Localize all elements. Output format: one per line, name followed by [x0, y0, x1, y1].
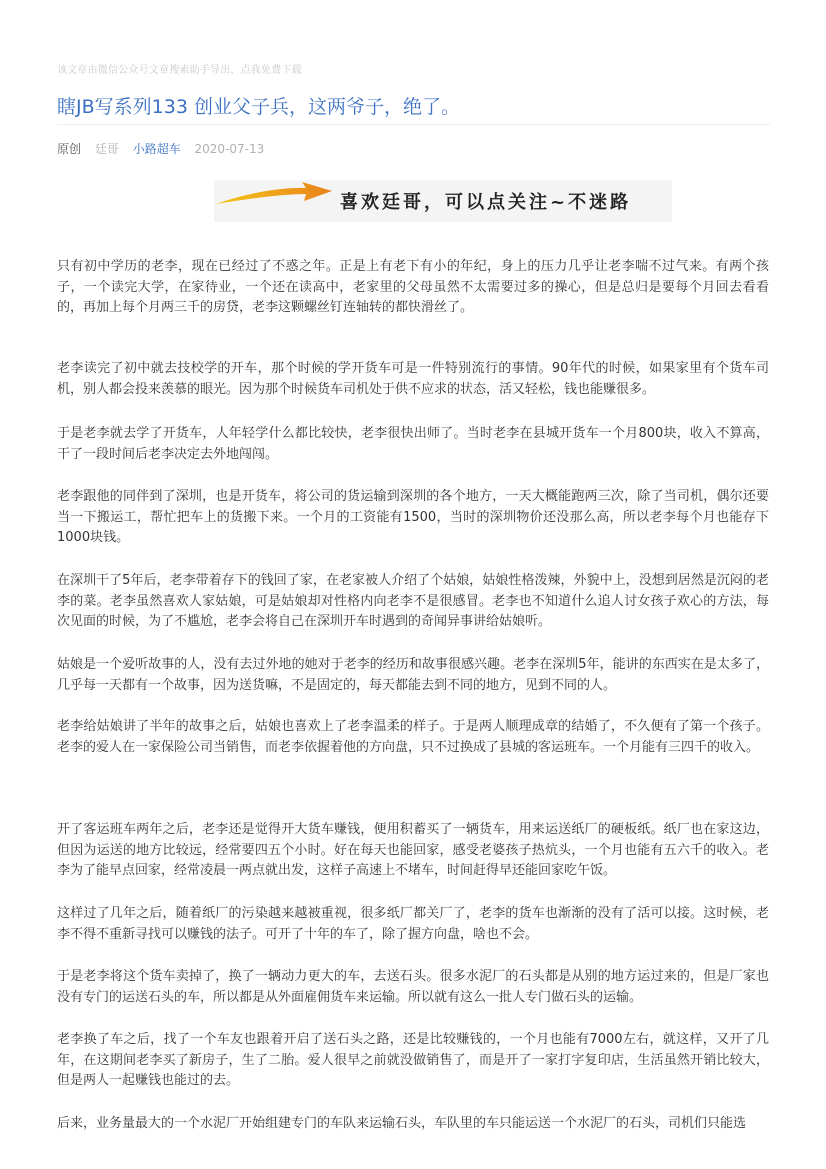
paragraph: 后来，业务量最大的一个水泥厂开始组建专门的车队来运输石头，车队里的车只能运送一个水泥厂的石头，司机们只能选: [57, 1116, 747, 1131]
paragraph: 老李换了车之后，找了一个车友也跟着开启了送石头之路，还是比较赚钱的，一个月也能有7000左右，就这样，又开了几年，在这期间老李买了新房子，生了二胎。爱人很早之前就没做销售了，而是开了一家打字复印店，生活虽然开销比较大，但是两人一起赚钱也能过的去。: [57, 1032, 769, 1088]
banner-text: 喜欢廷哥，可以点关注~不迷路: [340, 192, 632, 213]
paragraph: 姑娘是一个爱听故事的人，没有去过外地的她对于老李的经历和故事很感兴趣。老李在深圳5年，能讲的东西实在是太多了，几乎每一天都有一个故事，因为送货嘛，不是固定的，每天都能去到不同的地方，见到不同的人。: [57, 657, 769, 693]
original-tag: 原创: [57, 142, 82, 156]
export-notice[interactable]: 该文章由微信公众号文章搜索助手导出，点我免费下载: [57, 65, 302, 76]
paragraph: 这样过了几年之后，随着纸厂的污染越来越被重视，很多纸厂都关厂了，老李的货车也渐渐的没有了活可以接。这时候，老李不得不重新寻找可以赚钱的法子。可开了十年的车了，除了握方向盘，啥也不会。: [57, 906, 769, 942]
article-title: 瞎JB写系列133 创业父子兵，这两爷子，绝了。: [57, 96, 460, 118]
article-meta: [57, 140, 274, 157]
paragraph: 于是老李将这个货车卖掉了，换了一辆动力更大的车，去送石头。很多水泥厂的石头都是从别的地方运过来的，但是厂家也没有专门的运送石头的车，所以都是从外面雇佣货车来运输。所以就有这么一批人专门做石头的运输。: [57, 969, 769, 1005]
paragraph: 只有初中学历的老李，现在已经过了不惑之年。正是上有老下有小的年纪，身上的压力几乎让老李喘不过气来。有两个孩子，一个读完大学，在家待业，一个还在读高中，老家里的父母虽然不太需要过多的操心，但是总归是要每个月回去看看的，再加上每个月两三千的房贷，老李这颗螺丝钉连轴转的都快滑丝了。: [57, 259, 769, 315]
paragraph: 老李读完了初中就去技校学的开车，那个时候的学开货车可是一件特别流行的事情。90年代的时候，如果家里有个货车司机，别人都会投来羡慕的眼光。因为那个时候货车司机处于供不应求的状态，活又轻松，钱也能赚很多。: [57, 361, 769, 397]
title-divider: [57, 124, 770, 125]
account-link[interactable]: 小路超车: [132, 142, 181, 156]
paragraph: 于是老李就去学了开货车，人年轻学什么都比较快，老李很快出师了。当时老李在县城开货车一个月800块，收入不算高，干了一段时间后老李决定去外地闯闯。: [57, 426, 769, 462]
paragraph: 在深圳干了5年后，老李带着存下的钱回了家，在老家被人介绍了个姑娘，姑娘性格泼辣，外貌中上，没想到居然是沉闷的老李的菜。老李虽然喜欢人家姑娘，可是姑娘却对性格内向老李不是很感冒。老李也不知道什么追人讨女孩子欢心的方法，每次见面的时候，为了不尴尬，老李会将自己在深圳开车时遇到的奇闻异事讲给姑娘听。: [57, 573, 769, 629]
publish-date: 2020-07-13: [194, 142, 265, 156]
paragraph: 老李跟他的同伴到了深圳，也是开货车，将公司的货运输到深圳的各个地方，一天大概能跑两三次，除了当司机，偶尔还要当一下搬运工，帮忙把车上的货搬下来。一个月的工资能有1500，当时的深圳物价还没那么高，所以老李每个月也能存下1000块钱。: [57, 489, 769, 545]
paragraph: 开了客运班车两年之后，老李还是觉得开大货车赚钱，便用积蓄买了一辆货车，用来运送纸厂的硬板纸。纸厂也在家这边，但因为运送的地方比较远，经常要四五个小时。好在每天也能回家，感受老婆孩子热炕头，一个月也能有五六千的收入。老李为了能早点回家，经常凌晨一两点就出发，这样子高速上不堵车，时间赶得早还能回家吃午饭。: [57, 822, 769, 878]
author-name: 廷哥: [94, 142, 119, 156]
paragraph: 老李给姑娘讲了半年的故事之后，姑娘也喜欢上了老李温柔的样子。于是两人顺理成章的结婚了，不久便有了第一个孩子。老李的爱人在一家保险公司当销售，而老李依握着他的方向盘，只不过换成了县城的客运班车。一个月能有三四千的收入。: [57, 719, 769, 755]
follow-banner: [214, 180, 672, 222]
